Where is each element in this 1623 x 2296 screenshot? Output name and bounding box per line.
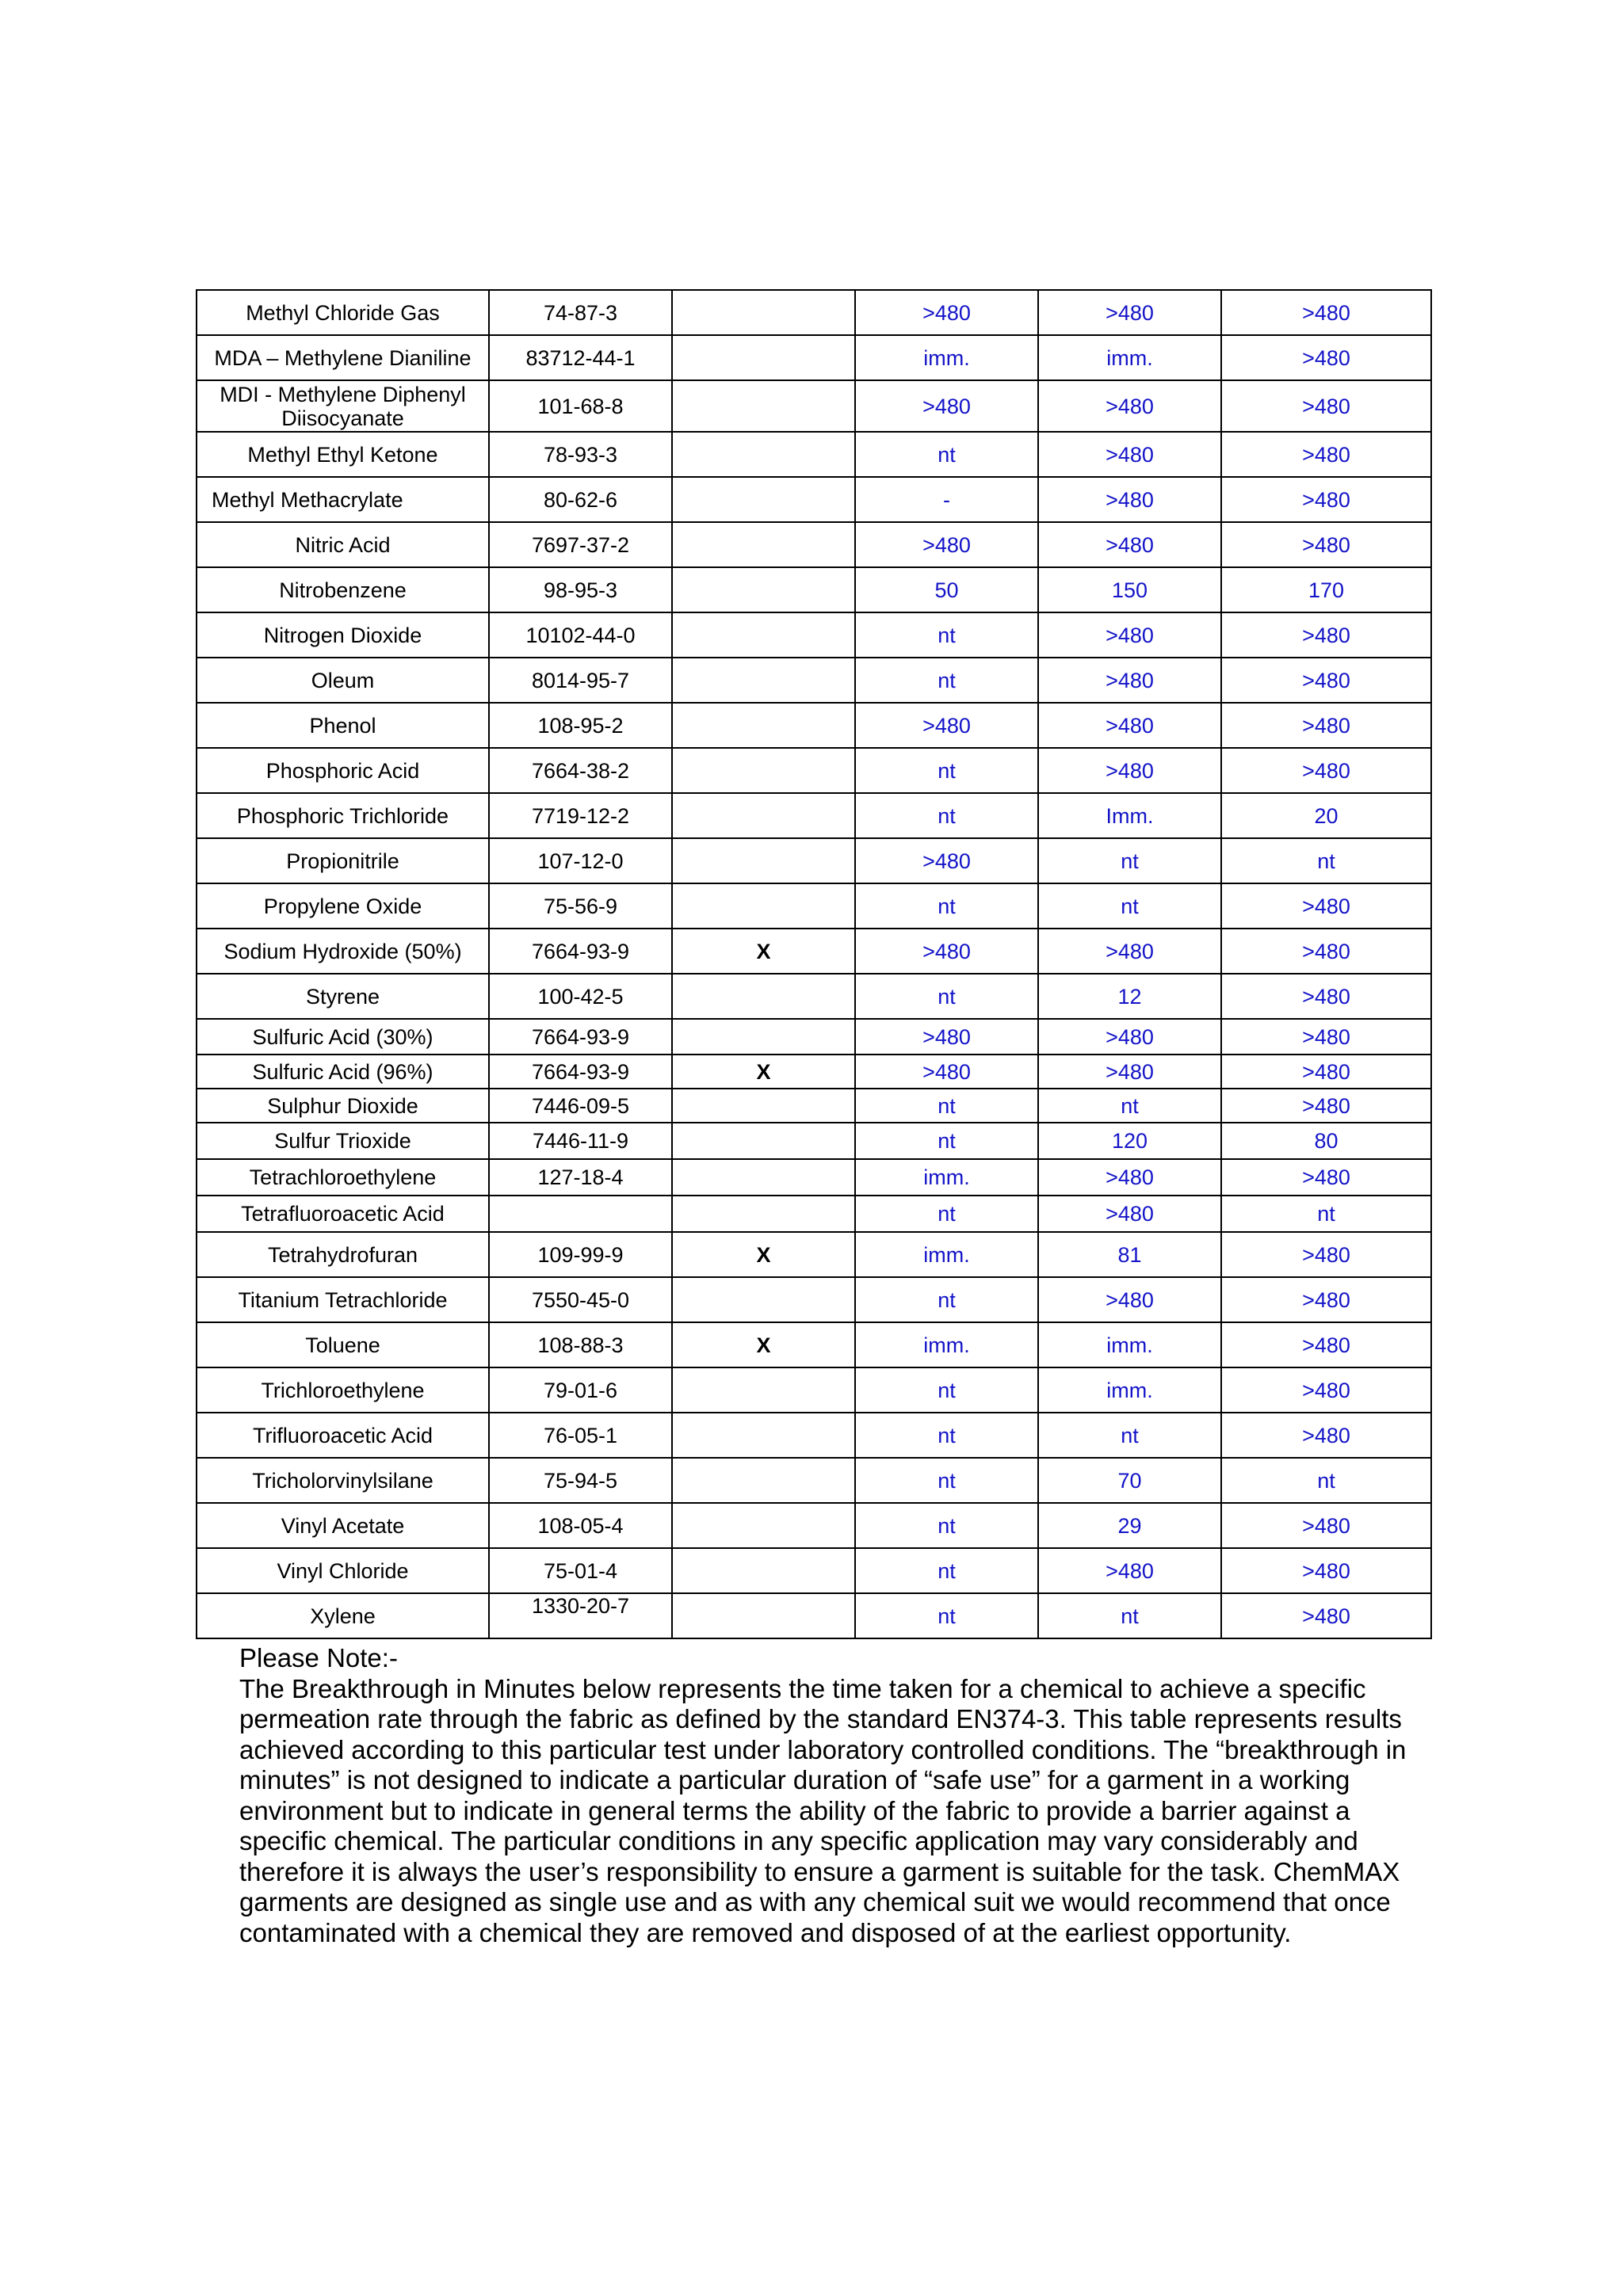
chemical-name-cell: MDI - Methylene Diphenyl Diisocyanate (197, 380, 489, 432)
breakthrough-value-2-cell: >480 (1038, 380, 1221, 432)
breakthrough-value-3-cell: >480 (1221, 974, 1431, 1019)
breakthrough-value-2-cell: 29 (1038, 1503, 1221, 1548)
breakthrough-value-3-cell: >480 (1221, 1322, 1431, 1367)
recommended-mark-cell (672, 567, 855, 612)
recommended-mark-cell (672, 838, 855, 883)
table-row (197, 793, 1431, 838)
breakthrough-value-1-cell: imm. (855, 1159, 1038, 1196)
table-row (197, 335, 1431, 380)
breakthrough-value-3-cell: >480 (1221, 335, 1431, 380)
breakthrough-value-1-cell: imm. (855, 1322, 1038, 1367)
breakthrough-value-3-cell: >480 (1221, 1277, 1431, 1322)
breakthrough-value-2-cell: >480 (1038, 1277, 1221, 1322)
cas-number-cell: 75-94-5 (489, 1458, 672, 1503)
breakthrough-value-2-cell: 150 (1038, 567, 1221, 612)
breakthrough-value-3-cell: 80 (1221, 1123, 1431, 1159)
recommended-mark-cell (672, 1548, 855, 1593)
breakthrough-value-2-cell: 70 (1038, 1458, 1221, 1503)
table-body (197, 290, 1431, 1638)
breakthrough-value-2-cell: Imm. (1038, 793, 1221, 838)
table-row (197, 1055, 1431, 1089)
breakthrough-value-2-cell: >480 (1038, 1019, 1221, 1055)
recommended-mark-cell (672, 1503, 855, 1548)
breakthrough-value-2-cell: >480 (1038, 612, 1221, 658)
chemical-breakthrough-table (196, 289, 1432, 1639)
breakthrough-value-3-cell: >480 (1221, 522, 1431, 567)
breakthrough-value-1-cell: nt (855, 1548, 1038, 1593)
recommended-mark-cell (672, 658, 855, 703)
table-row (197, 522, 1431, 567)
breakthrough-value-1-cell: >480 (855, 1019, 1038, 1055)
recommended-mark-cell (672, 432, 855, 477)
chemical-name-cell: Nitrogen Dioxide (197, 612, 489, 658)
breakthrough-value-2-cell: 81 (1038, 1232, 1221, 1277)
breakthrough-value-1-cell: nt (855, 1503, 1038, 1548)
breakthrough-value-1-cell: nt (855, 793, 1038, 838)
breakthrough-value-2-cell: nt (1038, 1593, 1221, 1638)
recommended-mark-cell (672, 1593, 855, 1638)
chemical-name-cell: Sulfur Trioxide (197, 1123, 489, 1159)
chemical-name-cell: Titanium Tetrachloride (197, 1277, 489, 1322)
chemical-name-cell: Sulphur Dioxide (197, 1089, 489, 1123)
breakthrough-value-3-cell: >480 (1221, 612, 1431, 658)
table-row (197, 612, 1431, 658)
table-row (197, 1548, 1431, 1593)
recommended-mark-cell (672, 477, 855, 522)
breakthrough-value-1-cell: nt (855, 432, 1038, 477)
recommended-mark-cell (672, 290, 855, 335)
breakthrough-value-1-cell: >480 (855, 290, 1038, 335)
table-row (197, 1232, 1431, 1277)
table-row (197, 1322, 1431, 1367)
cas-number-cell: 79-01-6 (489, 1367, 672, 1413)
breakthrough-value-3-cell: >480 (1221, 748, 1431, 793)
table-row (197, 1123, 1431, 1159)
breakthrough-value-1-cell: >480 (855, 1055, 1038, 1089)
breakthrough-value-3-cell: >480 (1221, 1593, 1431, 1638)
breakthrough-value-1-cell: nt (855, 748, 1038, 793)
breakthrough-value-3-cell: >480 (1221, 929, 1431, 974)
chemical-name-cell: Nitrobenzene (197, 567, 489, 612)
breakthrough-value-2-cell: >480 (1038, 1196, 1221, 1232)
breakthrough-value-1-cell: nt (855, 1593, 1038, 1638)
breakthrough-value-2-cell: >480 (1038, 477, 1221, 522)
breakthrough-value-3-cell: >480 (1221, 1019, 1431, 1055)
recommended-mark-cell (672, 883, 855, 929)
chemical-name-cell: Vinyl Chloride (197, 1548, 489, 1593)
recommended-mark-cell: X (672, 1322, 855, 1367)
recommended-mark-cell (672, 612, 855, 658)
table-row (197, 1089, 1431, 1123)
breakthrough-value-2-cell: >480 (1038, 748, 1221, 793)
breakthrough-value-3-cell: >480 (1221, 477, 1431, 522)
chemical-name-cell: Sodium Hydroxide (50%) (197, 929, 489, 974)
breakthrough-value-3-cell: nt (1221, 1196, 1431, 1232)
breakthrough-value-2-cell: imm. (1038, 1367, 1221, 1413)
table-row (197, 929, 1431, 974)
chemical-name-cell: Oleum (197, 658, 489, 703)
breakthrough-value-3-cell: >480 (1221, 1413, 1431, 1458)
cas-number-cell: 100-42-5 (489, 974, 672, 1019)
cas-number-cell: 8014-95-7 (489, 658, 672, 703)
cas-number-cell: 10102-44-0 (489, 612, 672, 658)
breakthrough-value-2-cell: nt (1038, 883, 1221, 929)
chemical-name-cell: Xylene (197, 1593, 489, 1638)
breakthrough-value-2-cell: >480 (1038, 432, 1221, 477)
table-row (197, 477, 1431, 522)
chemical-name-cell: Tetrahydrofuran (197, 1232, 489, 1277)
table-row (197, 1019, 1431, 1055)
breakthrough-value-1-cell: nt (855, 883, 1038, 929)
breakthrough-value-2-cell: imm. (1038, 1322, 1221, 1367)
recommended-mark-cell (672, 1019, 855, 1055)
table-row (197, 883, 1431, 929)
chemical-name-cell: Sulfuric Acid (96%) (197, 1055, 489, 1089)
chemical-name-cell: Phosphoric Trichloride (197, 793, 489, 838)
breakthrough-value-2-cell: >480 (1038, 658, 1221, 703)
chemical-name-cell: Propionitrile (197, 838, 489, 883)
cas-number-cell: 109-99-9 (489, 1232, 672, 1277)
table-row (197, 1277, 1431, 1322)
table-row (197, 658, 1431, 703)
cas-number-cell: 76-05-1 (489, 1413, 672, 1458)
recommended-mark-cell (672, 793, 855, 838)
breakthrough-value-1-cell: imm. (855, 1232, 1038, 1277)
recommended-mark-cell (672, 1277, 855, 1322)
breakthrough-value-2-cell: 120 (1038, 1123, 1221, 1159)
cas-number-cell: 7719-12-2 (489, 793, 672, 838)
cas-number-cell: 98-95-3 (489, 567, 672, 612)
breakthrough-value-2-cell: 12 (1038, 974, 1221, 1019)
breakthrough-value-2-cell: >480 (1038, 1159, 1221, 1196)
table-row (197, 1413, 1431, 1458)
chemical-name-cell: Propylene Oxide (197, 883, 489, 929)
breakthrough-value-3-cell: >480 (1221, 290, 1431, 335)
recommended-mark-cell (672, 1367, 855, 1413)
chemical-name-cell: Vinyl Acetate (197, 1503, 489, 1548)
breakthrough-value-2-cell: nt (1038, 838, 1221, 883)
cas-number-cell: 7446-09-5 (489, 1089, 672, 1123)
breakthrough-value-3-cell: >480 (1221, 1503, 1431, 1548)
breakthrough-value-2-cell: >480 (1038, 703, 1221, 748)
cas-number-cell: 108-88-3 (489, 1322, 672, 1367)
chemical-name-cell: Methyl Chloride Gas (197, 290, 489, 335)
breakthrough-value-3-cell: >480 (1221, 1159, 1431, 1196)
recommended-mark-cell: X (672, 929, 855, 974)
cas-number-cell: 7664-93-9 (489, 1019, 672, 1055)
breakthrough-value-3-cell: nt (1221, 1458, 1431, 1503)
breakthrough-value-2-cell: >480 (1038, 522, 1221, 567)
cas-number-cell: 108-95-2 (489, 703, 672, 748)
cas-number-cell: 78-93-3 (489, 432, 672, 477)
chemical-name-cell: Phenol (197, 703, 489, 748)
chemical-name-cell: Sulfuric Acid (30%) (197, 1019, 489, 1055)
breakthrough-value-1-cell: nt (855, 612, 1038, 658)
breakthrough-value-2-cell: >480 (1038, 290, 1221, 335)
recommended-mark-cell (672, 974, 855, 1019)
cas-number-cell: 7664-93-9 (489, 1055, 672, 1089)
table-row (197, 567, 1431, 612)
breakthrough-value-3-cell: >480 (1221, 1089, 1431, 1123)
cas-number-cell: 127-18-4 (489, 1159, 672, 1196)
breakthrough-value-1-cell: nt (855, 1123, 1038, 1159)
cas-number-cell: 75-56-9 (489, 883, 672, 929)
recommended-mark-cell (672, 380, 855, 432)
cas-number-cell: 74-87-3 (489, 290, 672, 335)
cas-number-cell: 101-68-8 (489, 380, 672, 432)
chemical-name-cell: Nitric Acid (197, 522, 489, 567)
recommended-mark-cell (672, 703, 855, 748)
chemical-name-cell: Methyl Methacrylate (197, 477, 489, 522)
breakthrough-value-2-cell: imm. (1038, 335, 1221, 380)
cas-number-cell: 7697-37-2 (489, 522, 672, 567)
recommended-mark-cell: X (672, 1232, 855, 1277)
cas-number-cell: 107-12-0 (489, 838, 672, 883)
note-body: The Breakthrough in Minutes below represents the time taken for a chemical to achieve a specific permeation rate through the fabric as defined by the standard EN374-3. This table represents results achieved according to this particular test under laboratory controlled conditions. The “breakthrough in minutes” is not designed to indicate a particular duration of “safe use” for a garment in a working environment but to indicate in general terms the ability of the fabric to provide a barrier against a specific chemical. The particular conditions in any specific application may vary considerably and therefore it is always the user’s responsibility to ensure a garment is suitable for the task. ChemMAX garments are designed as single use and as with any chemical suit we would recommend that once contaminated with a chemical they are removed and disposed of at the earliest opportunity. (239, 1673, 1407, 1947)
breakthrough-value-3-cell: 170 (1221, 567, 1431, 612)
breakthrough-value-1-cell: nt (855, 974, 1038, 1019)
table-row (197, 703, 1431, 748)
chemical-name-cell: Toluene (197, 1322, 489, 1367)
recommended-mark-cell (672, 1458, 855, 1503)
breakthrough-value-3-cell: >480 (1221, 432, 1431, 477)
breakthrough-value-1-cell: nt (855, 1458, 1038, 1503)
breakthrough-value-3-cell: nt (1221, 838, 1431, 883)
table-row (197, 1458, 1431, 1503)
table-row (197, 290, 1431, 335)
cas-number-cell: 75-01-4 (489, 1548, 672, 1593)
chemical-name-cell: Styrene (197, 974, 489, 1019)
table-row (197, 432, 1431, 477)
note-heading: Please Note:- (239, 1643, 398, 1672)
recommended-mark-cell: X (672, 1055, 855, 1089)
chemical-name-cell: Trifluoroacetic Acid (197, 1413, 489, 1458)
breakthrough-value-1-cell: >480 (855, 929, 1038, 974)
chemical-name-cell: Phosphoric Acid (197, 748, 489, 793)
breakthrough-value-3-cell: >480 (1221, 1055, 1431, 1089)
breakthrough-value-1-cell: imm. (855, 335, 1038, 380)
breakthrough-value-3-cell: >480 (1221, 883, 1431, 929)
recommended-mark-cell (672, 1196, 855, 1232)
breakthrough-value-3-cell: >480 (1221, 1232, 1431, 1277)
breakthrough-value-1-cell: nt (855, 1089, 1038, 1123)
table-row (197, 838, 1431, 883)
recommended-mark-cell (672, 1159, 855, 1196)
cas-number-cell (489, 1196, 672, 1232)
table-row (197, 1503, 1431, 1548)
breakthrough-value-1-cell: 50 (855, 567, 1038, 612)
breakthrough-value-1-cell: nt (855, 1196, 1038, 1232)
table-row (197, 974, 1431, 1019)
breakthrough-value-2-cell: nt (1038, 1089, 1221, 1123)
cas-number-cell: 7664-93-9 (489, 929, 672, 974)
breakthrough-value-1-cell: nt (855, 1413, 1038, 1458)
chemical-name-cell: MDA – Methylene Dianiline (197, 335, 489, 380)
recommended-mark-cell (672, 335, 855, 380)
breakthrough-value-3-cell: 20 (1221, 793, 1431, 838)
breakthrough-value-1-cell: nt (855, 1277, 1038, 1322)
breakthrough-value-1-cell: >480 (855, 838, 1038, 883)
cas-number-cell: 108-05-4 (489, 1503, 672, 1548)
recommended-mark-cell (672, 1413, 855, 1458)
breakthrough-value-1-cell: >480 (855, 703, 1038, 748)
table-row (197, 1159, 1431, 1196)
table-row (197, 380, 1431, 432)
cas-number-cell: 7446-11-9 (489, 1123, 672, 1159)
cas-number-cell: 7664-38-2 (489, 748, 672, 793)
breakthrough-value-1-cell: nt (855, 658, 1038, 703)
breakthrough-value-3-cell: >480 (1221, 380, 1431, 432)
breakthrough-value-1-cell: nt (855, 1367, 1038, 1413)
chemical-name-cell: Tetrafluoroacetic Acid (197, 1196, 489, 1232)
breakthrough-value-2-cell: >480 (1038, 929, 1221, 974)
please-note (239, 1643, 1428, 1948)
breakthrough-value-1-cell: - (855, 477, 1038, 522)
chemical-name-cell: Methyl Ethyl Ketone (197, 432, 489, 477)
table-row (197, 1593, 1431, 1638)
breakthrough-value-2-cell: >480 (1038, 1055, 1221, 1089)
cas-number-cell: 7550-45-0 (489, 1277, 672, 1322)
chemical-name-cell: Tricholorvinylsilane (197, 1458, 489, 1503)
cas-number-cell: 83712-44-1 (489, 335, 672, 380)
breakthrough-value-3-cell: >480 (1221, 703, 1431, 748)
breakthrough-value-3-cell: >480 (1221, 1367, 1431, 1413)
table-row (197, 748, 1431, 793)
breakthrough-value-3-cell: >480 (1221, 658, 1431, 703)
table-row (197, 1196, 1431, 1232)
cas-number-cell: 80-62-6 (489, 477, 672, 522)
breakthrough-value-2-cell: >480 (1038, 1548, 1221, 1593)
cas-number-cell: 1330-20-7 (489, 1593, 672, 1638)
recommended-mark-cell (672, 522, 855, 567)
breakthrough-value-3-cell: >480 (1221, 1548, 1431, 1593)
recommended-mark-cell (672, 748, 855, 793)
recommended-mark-cell (672, 1089, 855, 1123)
breakthrough-value-2-cell: nt (1038, 1413, 1221, 1458)
chemical-name-cell: Tetrachloroethylene (197, 1159, 489, 1196)
breakthrough-value-1-cell: >480 (855, 380, 1038, 432)
chemical-name-cell: Trichloroethylene (197, 1367, 489, 1413)
recommended-mark-cell (672, 1123, 855, 1159)
breakthrough-value-1-cell: >480 (855, 522, 1038, 567)
table-row (197, 1367, 1431, 1413)
